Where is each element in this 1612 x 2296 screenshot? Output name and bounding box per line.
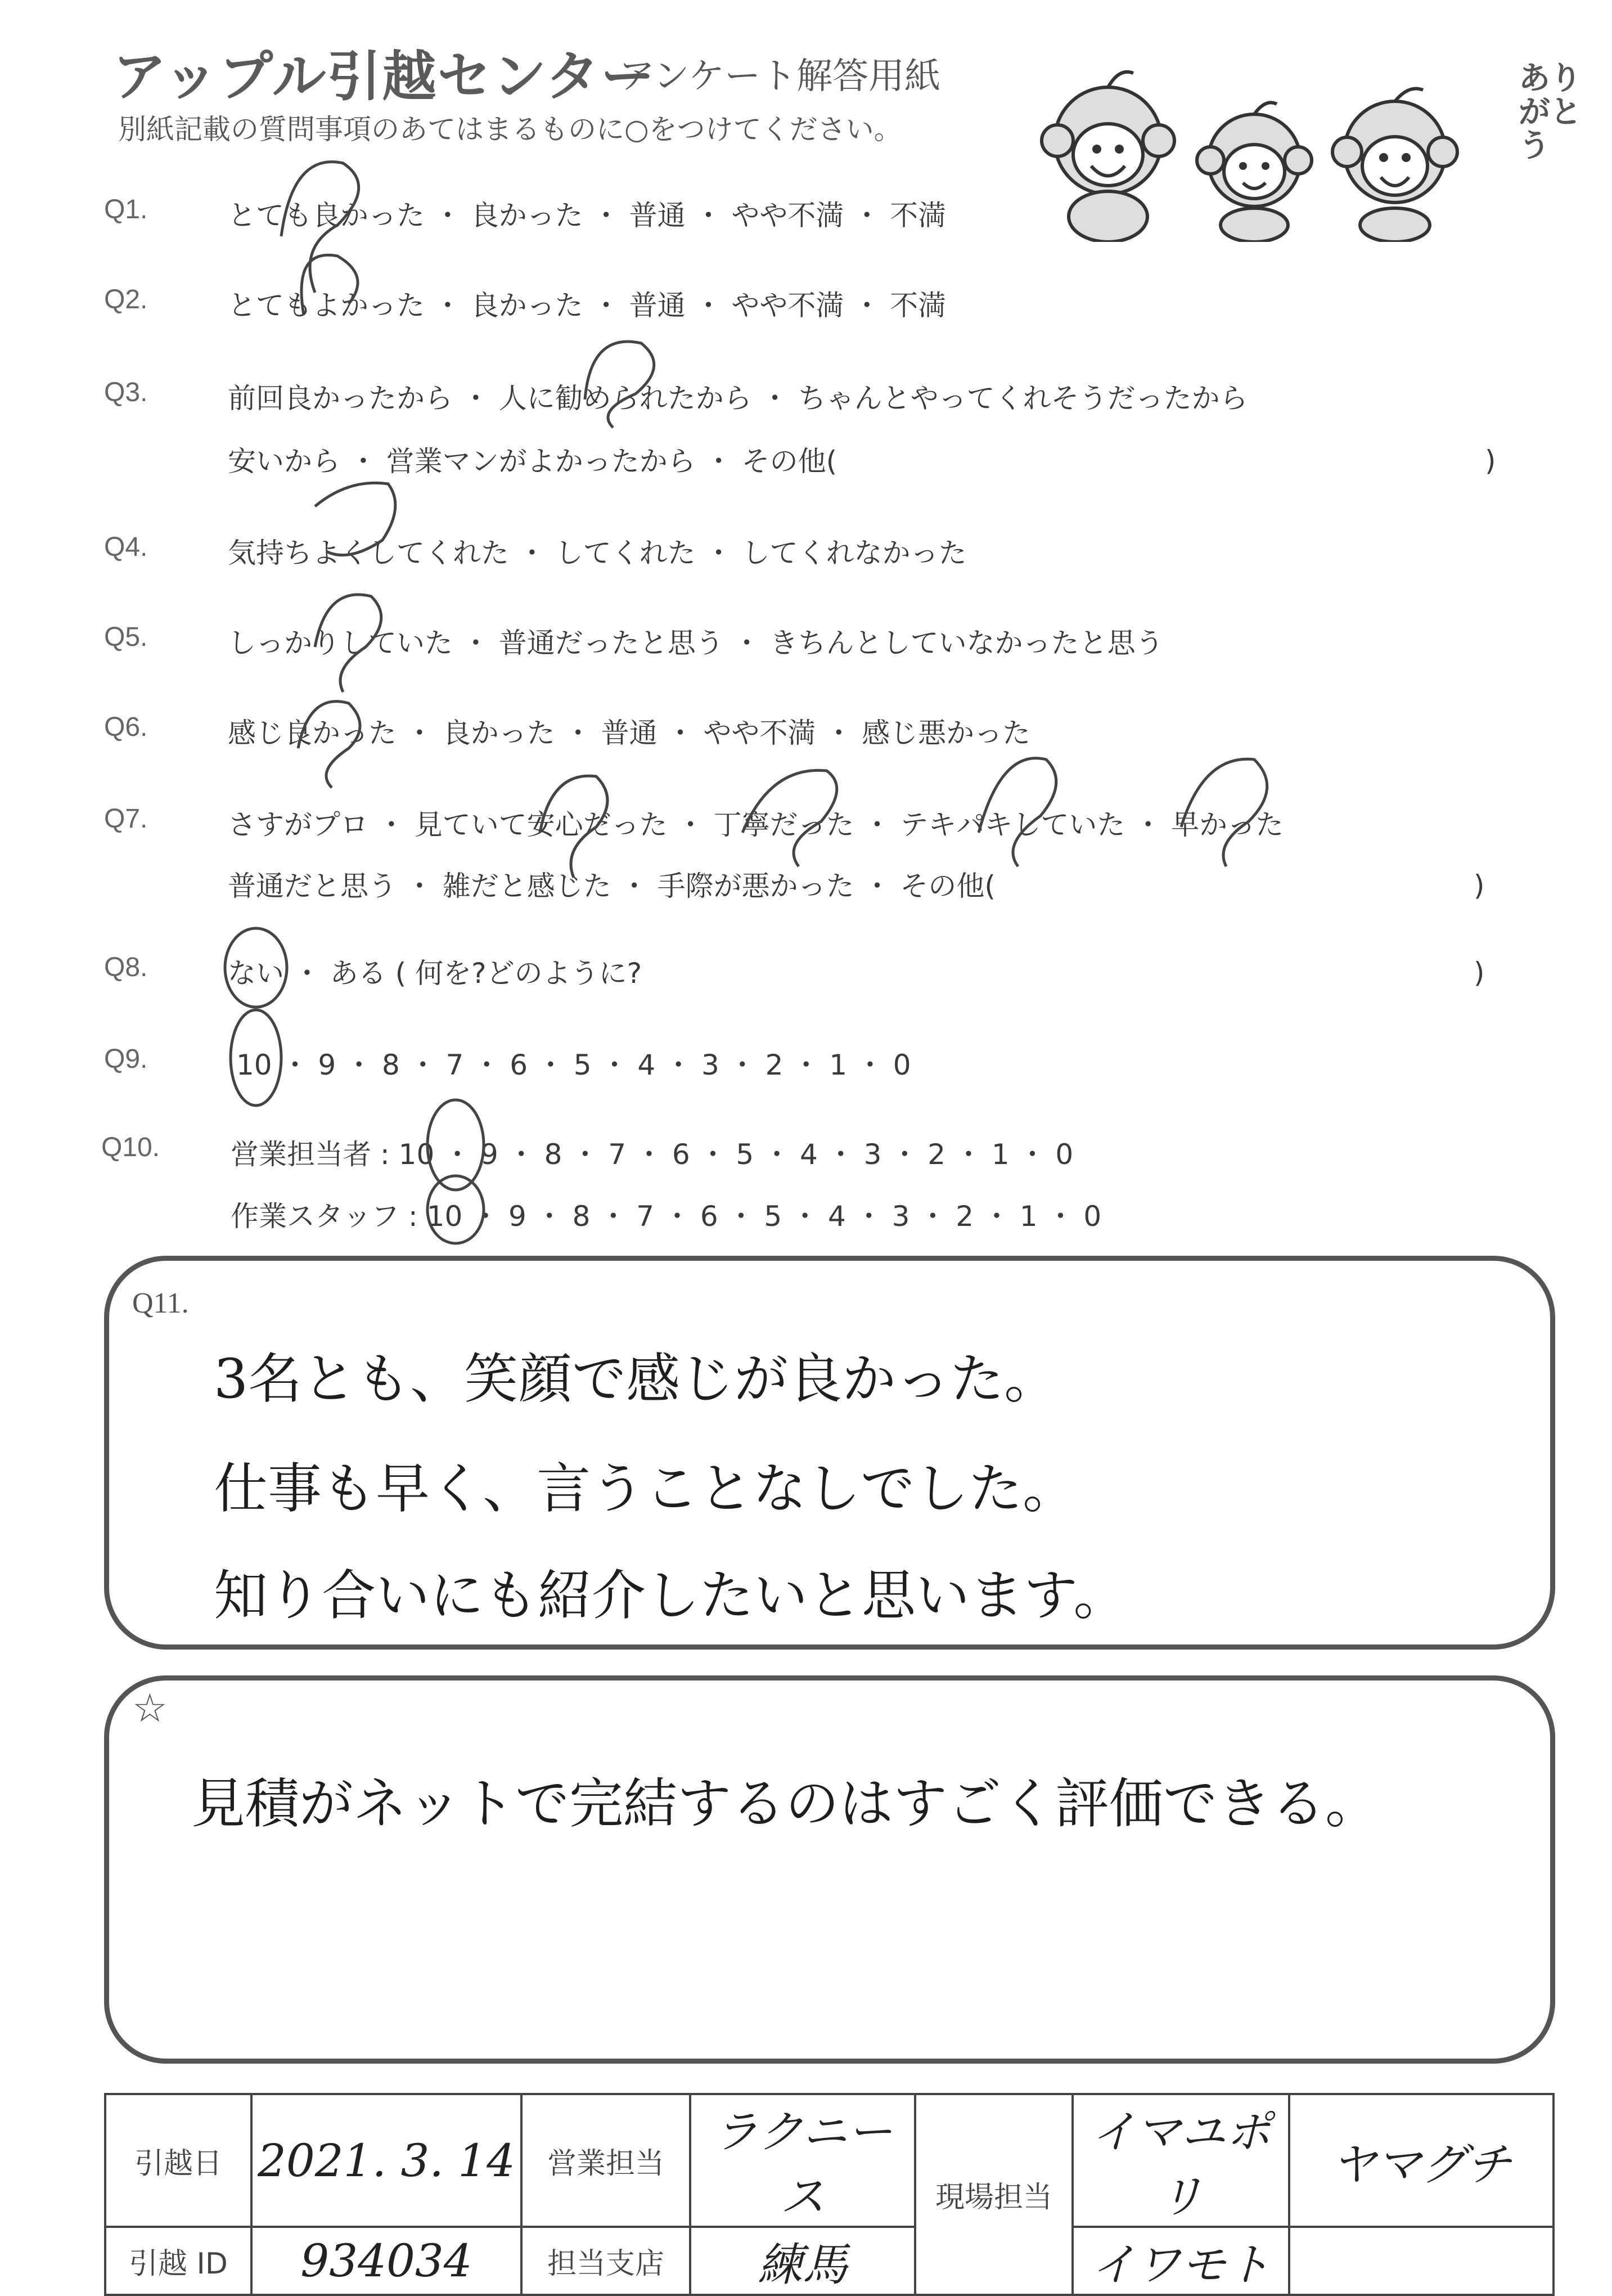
q7-options-line1: さすがプロ ・ 見ていて安心だった ・ 丁寧だった ・ テキパキしていた ・ 早かった (228, 808, 1284, 841)
q5-number: Q5. (104, 622, 148, 652)
q10-number: Q10. (101, 1133, 160, 1162)
branch-value: 練馬 (690, 2227, 915, 2295)
q11-label: Q11. (132, 1287, 189, 1319)
q6-number: Q6. (104, 712, 148, 742)
star-icon: ☆ (132, 1685, 168, 1731)
q4-options: 気持ちよくしてくれた ・ してくれた ・ してくれなかった (228, 537, 967, 569)
q3-second-circle-mark (315, 483, 395, 555)
move-date-label: 引越日 (105, 2094, 251, 2227)
move-date-value: 2021. 3. 14 (251, 2094, 521, 2227)
q7-number: Q7. (104, 804, 148, 834)
q7-close-paren: ) (1474, 869, 1485, 902)
thanks-text: あり がと う (1519, 60, 1582, 164)
q2-options: とてもよかった ・ 良かった ・ 普通 ・ やや不満 ・ 不満 (228, 289, 947, 322)
q8-circle-mark (225, 928, 287, 1007)
move-id-label: 引越 ID (105, 2227, 251, 2295)
remarks-box (104, 1675, 1555, 2064)
site-staff-3: イワモト (1073, 2227, 1289, 2295)
q11-answer-line1: 3名とも、笑顔で感じが良かった。 (214, 1347, 1059, 1410)
q8-options: ない ・ ある ( 何を?どのように? (228, 957, 642, 990)
q3-options-line1: 前回良かったから ・ 人に勧められたから ・ ちゃんとやってくれそうだったから (228, 382, 1248, 415)
sheet-title: アンケート解答用紙 (619, 56, 941, 97)
sales-label: 営業担当 (521, 2094, 690, 2227)
q2-number: Q2. (104, 285, 148, 314)
site-staff-2: ヤマグチ (1289, 2094, 1554, 2227)
q9-circle-mark (231, 1010, 281, 1106)
site-staff-empty (1289, 2227, 1554, 2295)
q3-options-line2: 安いから ・ 営業マンがよかったから ・ その他( (228, 445, 837, 478)
q9-scale: 10 ・ 9 ・ 8 ・ 7 ・ 6 ・ 5 ・ 4 ・ 3 ・ 2 ・ 1 ・ 0 (236, 1049, 911, 1081)
q6-circle-mark (298, 702, 360, 788)
q6-options: 感じ良かった ・ 良かった ・ 普通 ・ やや不満 ・ 感じ悪かった (228, 717, 1031, 749)
q5-options: しっかりしていた ・ 普通だったと思う ・ きちんとしていなかったと思う (228, 627, 1164, 659)
instruction-text: 別紙記載の質問事項のあてはまるものに○をつけてください。 (118, 113, 902, 146)
brand-name: アップル引越センター (112, 45, 656, 108)
q3-close-paren: ) (1485, 444, 1496, 477)
site-label: 現場担当 (915, 2094, 1073, 2295)
q4-number: Q4. (104, 532, 148, 562)
sales-person-value: ラクニース (690, 2094, 915, 2227)
q10-staff-circle-mark (427, 1176, 484, 1243)
q11-answer-line2: 仕事も早く、言うことなしでした。 (214, 1457, 1077, 1520)
q7-circle-hayakatta-mark (1181, 759, 1267, 866)
q8-close-paren: ) (1474, 956, 1485, 989)
q2-circle-mark (301, 255, 358, 315)
remarks-text: 見積がネットで完結するのはすごく評価できる。 (191, 1772, 1379, 1835)
q7-options-line2: 普通だと思う ・ 雑だと感じた ・ 手際が悪かった ・ その他( (228, 870, 996, 902)
move-info-table (104, 2093, 1555, 2296)
q3-number: Q3. (104, 378, 148, 407)
q10-staff-scale: 作業スタッフ : 10 ・ 9 ・ 8 ・ 7 ・ 6 ・ 5 ・ 4 ・ 3 ・ 2 ・ 1 ・ 0 (231, 1200, 1102, 1233)
q3-circle-mark (585, 342, 654, 428)
q11-answer-line3: 知り合いにも紹介したいと思います。 (214, 1564, 1128, 1627)
site-staff-1: イマユポリ (1073, 2094, 1289, 2227)
q9-number: Q9. (104, 1044, 148, 1074)
q5-circle-mark (315, 595, 381, 692)
q7-circle-anshin-mark (540, 776, 607, 878)
branch-label: 担当支店 (521, 2227, 690, 2295)
q1-number: Q1. (104, 195, 148, 224)
q1-circle-mark (281, 162, 359, 293)
q7-circle-tekipaki-mark (979, 758, 1056, 866)
q8-number: Q8. (104, 952, 148, 982)
q10-sales-scale: 営業担当者 : 10 ・ 9 ・ 8 ・ 7 ・ 6 ・ 5 ・ 4 ・ 3 ・ 2 ・ 1 ・ 0 (231, 1138, 1074, 1171)
q7-circle-teinei-mark (742, 770, 837, 866)
q1-options: とても良かった ・ 良かった ・ 普通 ・ やや不満 ・ 不満 (228, 199, 947, 232)
move-id-value: 934034 (251, 2227, 521, 2295)
